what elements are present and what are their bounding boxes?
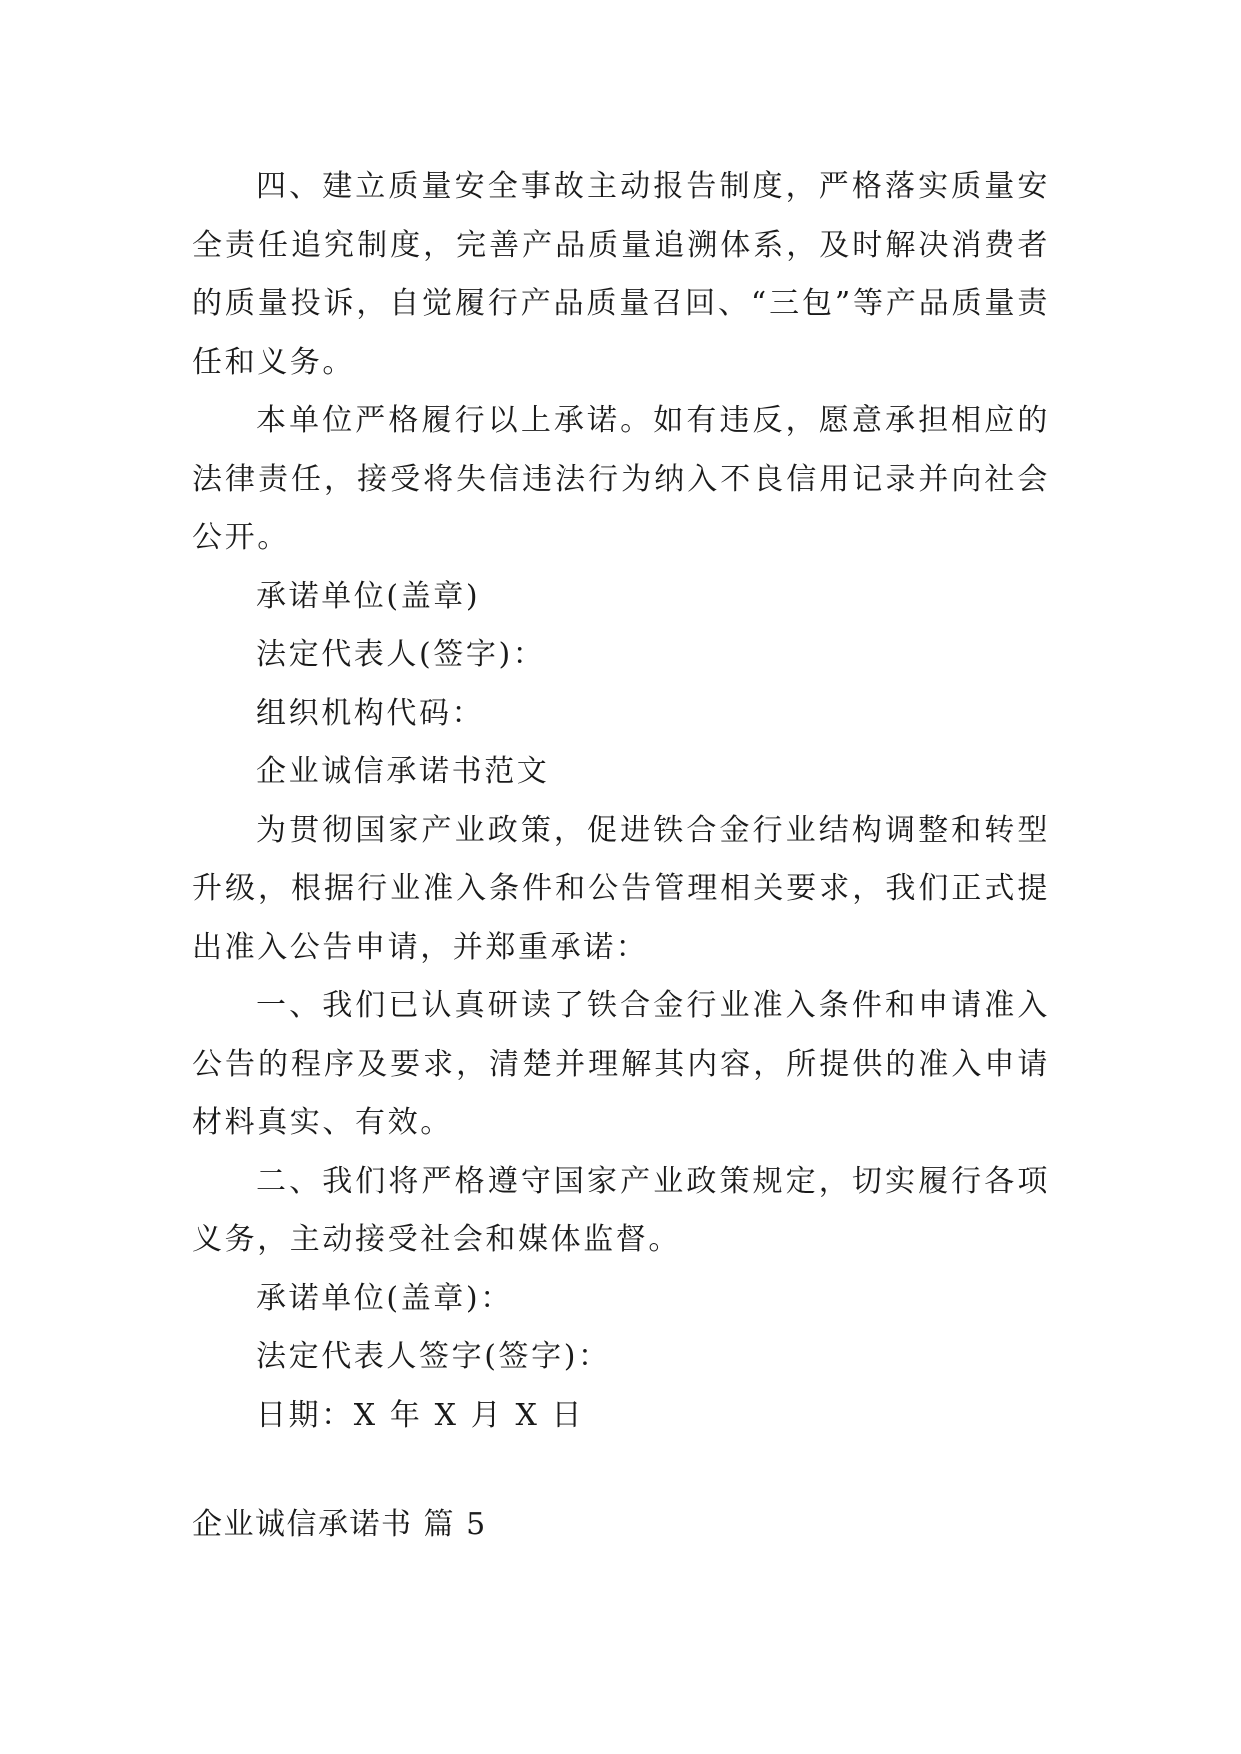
section-heading: 企业诚信承诺书 篇 5 <box>192 1507 487 1542</box>
paragraph-quality-reporting: 四、建立质量安全事故主动报告制度，严格落实质量安全责任追究制度，完善产品质量追溯体系，及时解决消费者的质量投诉，自觉履行产品质量召回、“三包”等产品质量责任和义务。 <box>192 169 1050 380</box>
paragraph-commitment-two: 二、我们将严格遵守国家产业政策规定，切实履行各项义务，主动接受社会和媒体监督。 <box>192 1163 1050 1257</box>
signature-unit-seal-2: 承诺单位(盖章)： <box>256 1280 513 1316</box>
signature-org-code: 组织机构代码： <box>256 695 485 731</box>
signature-date: 日期：X 年 X 月 X 日 <box>256 1397 585 1433</box>
document-body <box>192 158 1050 1445</box>
signature-unit-seal: 承诺单位(盖章) <box>256 578 481 614</box>
paragraph-policy-intro: 为贯彻国家产业政策，促进铁合金行业结构调整和转型升级，根据行业准入条件和公告管理相关要求，我们正式提出准入公告申请，并郑重承诺： <box>192 812 1050 965</box>
paragraph-commitment-statement: 本单位严格履行以上承诺。如有违反，愿意承担相应的法律责任，接受将失信违法行为纳入不良信用记录并向社会公开。 <box>192 403 1050 555</box>
paragraph-commitment-one: 一、我们已认真研读了铁合金行业准入条件和申请准入公告的程序及要求，清楚并理解其内容，所提供的准入申请材料真实、有效。 <box>192 988 1050 1140</box>
signature-legal-rep: 法定代表人(签字)： <box>256 637 546 672</box>
signature-legal-rep-2: 法定代表人签字(签字)： <box>256 1339 611 1374</box>
subtitle-sample-text: 企业诚信承诺书范文 <box>256 754 550 789</box>
